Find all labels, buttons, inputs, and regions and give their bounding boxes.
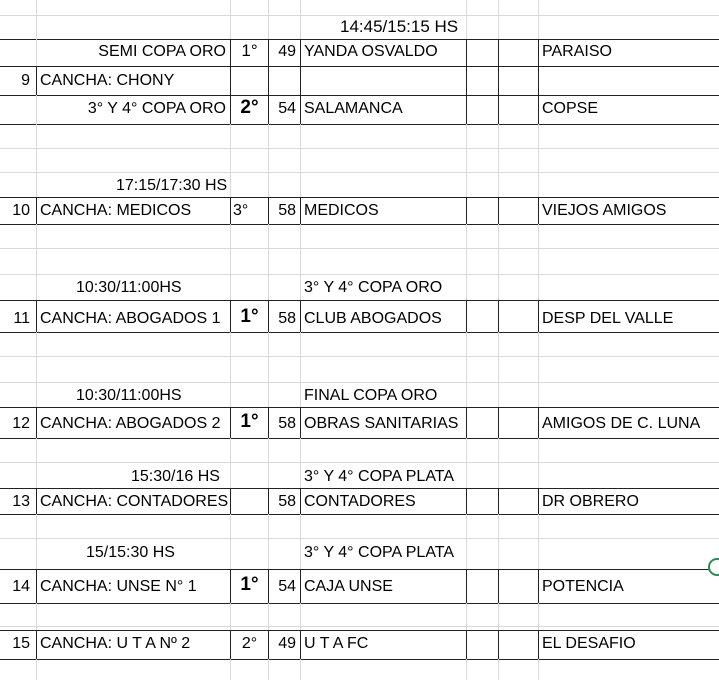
cell-border [0, 569, 719, 570]
cell-border [538, 630, 539, 659]
score-cell[interactable]: 54 [278, 100, 296, 117]
score-cell[interactable]: 58 [278, 493, 296, 510]
cell-border [538, 300, 539, 332]
position-cell[interactable]: 1° [240, 574, 259, 595]
cell-border [300, 300, 301, 332]
gridline [0, 382, 719, 383]
selection-handle[interactable] [708, 558, 719, 576]
cell-border [466, 569, 467, 603]
gridline [0, 274, 719, 275]
gridline [0, 626, 719, 627]
match-time[interactable]: 15/15:30 HS [86, 544, 175, 561]
team2-cell[interactable]: POTENCIA [542, 578, 624, 595]
match-time[interactable]: 10:30/11:00HS [76, 387, 182, 404]
score-cell[interactable]: 49 [278, 43, 296, 60]
cell-border [36, 66, 37, 95]
cell-border [538, 39, 539, 124]
team2-cell[interactable]: VIEJOS AMIGOS [542, 202, 667, 219]
gridline [0, 148, 719, 149]
cancha-cell[interactable]: CANCHA: MEDICOS [40, 202, 192, 219]
cell-border [498, 39, 499, 124]
cancha-cell[interactable]: CANCHA: U T A Nº 2 [40, 635, 191, 652]
match-number[interactable]: 11 [13, 310, 30, 327]
cell-border [0, 488, 719, 489]
team2-cell[interactable]: DR OBRERO [542, 493, 639, 510]
score-cell[interactable]: 58 [278, 202, 296, 219]
cell-border [466, 39, 467, 124]
stage-label[interactable]: 3° Y 4° COPA ORO [87, 100, 226, 117]
cancha-cell[interactable]: CANCHA: UNSE N° 1 [40, 578, 197, 595]
cell-border [0, 659, 719, 660]
cell-border [0, 603, 719, 604]
gridline [0, 172, 719, 173]
stage-label[interactable]: 3° Y 4° COPA ORO [304, 279, 443, 296]
match-number[interactable]: 9 [21, 72, 30, 89]
cell-border [538, 569, 539, 603]
cell-border [0, 407, 719, 408]
cell-border [498, 630, 499, 659]
match-time[interactable]: 10:30/11:00HS [76, 279, 182, 296]
score-cell[interactable]: 49 [278, 635, 296, 652]
cell-border [300, 197, 301, 224]
gridline [0, 538, 719, 539]
cell-border [0, 332, 719, 333]
position-cell[interactable]: 2° [240, 97, 259, 118]
cell-border [498, 197, 499, 224]
team1-cell[interactable]: SALAMANCA [304, 100, 403, 117]
match-number[interactable]: 14 [12, 578, 30, 595]
cell-border [498, 407, 499, 438]
cell-border [36, 197, 37, 224]
position-cell[interactable]: 3° [233, 202, 249, 219]
stage-label[interactable]: SEMI COPA ORO [98, 43, 226, 60]
team2-cell[interactable]: EL DESAFIO [542, 635, 636, 652]
cell-border [0, 124, 719, 125]
position-cell[interactable]: 1° [240, 411, 259, 432]
cell-border [498, 300, 499, 332]
cell-border [466, 488, 467, 514]
team1-cell[interactable]: CAJA UNSE [304, 578, 393, 595]
cell-border [300, 407, 301, 438]
gridline [0, 15, 719, 16]
cancha-cell[interactable]: CANCHA: CONTADORES [40, 493, 229, 510]
team1-cell[interactable]: OBRAS SANITARIAS [304, 415, 459, 432]
stage-label[interactable]: FINAL COPA ORO [304, 387, 438, 404]
team1-cell[interactable]: MEDICOS [304, 202, 379, 219]
cell-border [300, 39, 301, 124]
gridline [0, 248, 719, 249]
cell-border [300, 569, 301, 603]
position-cell[interactable]: 2° [241, 635, 258, 652]
score-cell[interactable]: 54 [278, 578, 296, 595]
cell-border [0, 630, 719, 631]
cell-border [0, 66, 719, 67]
cell-border [36, 300, 37, 332]
team2-cell[interactable]: COPSE [542, 100, 599, 117]
match-time[interactable]: 14:45/15:15 HS [340, 17, 459, 36]
cell-border [538, 488, 539, 514]
match-number[interactable]: 12 [12, 415, 30, 432]
match-number[interactable]: 10 [12, 202, 30, 219]
stage-label[interactable]: 3° Y 4° COPA PLATA [304, 468, 455, 485]
score-cell[interactable]: 58 [278, 415, 296, 432]
team1-cell[interactable]: CONTADORES [304, 493, 416, 510]
match-number[interactable]: 15 [12, 635, 30, 652]
cell-border [0, 39, 719, 40]
cell-border [300, 630, 301, 659]
cell-border [36, 488, 37, 514]
cell-border [36, 630, 37, 659]
cell-border [538, 197, 539, 224]
cell-border [0, 95, 719, 96]
cell-border [498, 569, 499, 603]
match-time[interactable]: 17:15/17:30 HS [116, 177, 228, 194]
cell-border [300, 488, 301, 514]
cell-border [230, 197, 231, 224]
cell-border [0, 438, 719, 439]
team2-cell[interactable]: PARAISO [542, 43, 612, 60]
cell-border [36, 407, 37, 438]
cell-border [466, 300, 467, 332]
cell-border [230, 488, 231, 514]
cell-border [0, 514, 719, 515]
match-time[interactable]: 15:30/16 HS [131, 468, 220, 485]
cell-border [466, 197, 467, 224]
cell-border [0, 300, 719, 301]
gridline [0, 462, 719, 463]
gridline [0, 356, 719, 357]
match-number[interactable]: 13 [12, 493, 30, 510]
position-cell[interactable]: 1° [241, 41, 258, 60]
stage-label[interactable]: 3° Y 4° COPA PLATA [304, 544, 455, 561]
team1-cell[interactable]: CLUB ABOGADOS [304, 310, 442, 327]
cancha-cell[interactable]: CANCHA: ABOGADOS 2 [40, 415, 221, 432]
team2-cell[interactable]: AMIGOS DE C. LUNA [542, 415, 701, 432]
team2-cell[interactable]: DESP DEL VALLE [542, 310, 674, 327]
cancha-cell[interactable]: CANCHA: CHONY [40, 72, 175, 89]
score-cell[interactable]: 58 [278, 310, 296, 327]
cell-border [538, 407, 539, 438]
team1-cell[interactable]: U T A FC [304, 635, 369, 652]
cell-border [498, 488, 499, 514]
cancha-cell[interactable]: CANCHA: ABOGADOS 1 [40, 310, 221, 327]
cell-border [36, 569, 37, 603]
cell-border [466, 407, 467, 438]
cell-border [466, 630, 467, 659]
cell-border [0, 197, 719, 198]
cell-border [0, 224, 719, 225]
team1-cell[interactable]: YANDA OSVALDO [304, 43, 438, 60]
position-cell[interactable]: 1° [240, 306, 259, 327]
